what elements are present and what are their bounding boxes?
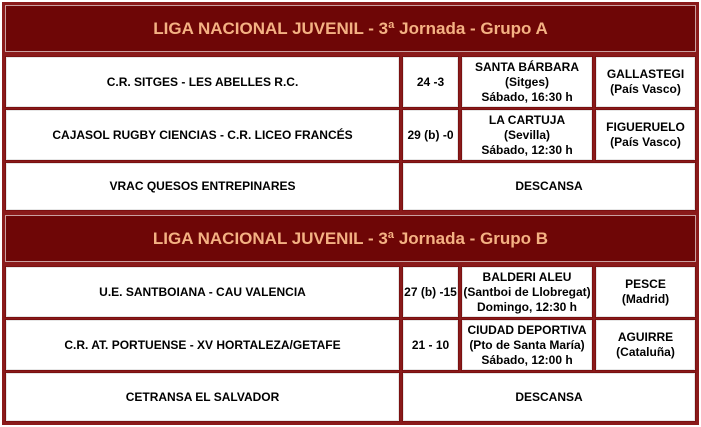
venue-name: SANTA BÁRBARA <box>475 59 579 74</box>
match-referee <box>595 266 696 318</box>
referee-name: PESCE <box>625 277 666 291</box>
match-time: Sábado, 12:00 h <box>481 352 573 367</box>
referee-region: (País Vasco) <box>610 135 681 149</box>
match-referee <box>595 56 696 108</box>
match-score: 24 -3 <box>402 56 459 108</box>
venue-city: (Pto de Santa María) <box>469 337 585 352</box>
referee-name: AGUIRRE <box>617 330 674 344</box>
resting-team: CETRANSA EL SALVADOR <box>5 372 400 422</box>
referee-region: (Cataluña) <box>616 345 675 359</box>
rest-label: DESCANSA <box>402 372 696 422</box>
match-referee <box>595 109 696 161</box>
match-teams: C.R. SITGES - LES ABELLES R.C. <box>5 56 400 108</box>
match-score: 27 (b) -15 <box>402 266 459 318</box>
rest-label: DESCANSA <box>402 162 696 211</box>
match-teams: CAJASOL RUGBY CIENCIAS - C.R. LICEO FRANCÉS <box>5 109 400 161</box>
match-time: Sábado, 16:30 h <box>481 89 573 104</box>
group-a-title: LIGA NACIONAL JUVENIL - 3ª Jornada - Grupo A <box>5 5 696 52</box>
venue-name: CIUDAD DEPORTIVA <box>467 322 587 337</box>
match-time: Sábado, 12:30 h <box>481 142 573 157</box>
match-venue <box>461 319 593 371</box>
venue-city: (Santboi de Llobregat) <box>463 284 591 299</box>
venue-city: (Sevilla) <box>503 127 551 142</box>
referee-name: FIGUERUELO <box>606 120 685 134</box>
match-venue <box>461 56 593 108</box>
match-venue <box>461 266 593 318</box>
resting-team: VRAC QUESOS ENTREPINARES <box>5 162 400 211</box>
match-referee <box>595 319 696 371</box>
match-score: 29 (b) -0 <box>402 109 459 161</box>
fixtures-table <box>2 2 699 425</box>
venue-city: (Sitges) <box>504 74 549 89</box>
match-teams: U.E. SANTBOIANA - CAU VALENCIA <box>5 266 400 318</box>
group-b-title: LIGA NACIONAL JUVENIL - 3ª Jornada - Grupo B <box>5 215 696 262</box>
referee-name: GALLASTEGI <box>606 67 685 81</box>
referee-region: (País Vasco) <box>610 82 681 96</box>
referee-region: (Madrid) <box>621 292 670 306</box>
match-venue <box>461 109 593 161</box>
venue-name: BALDERI ALEU <box>482 269 572 284</box>
match-score: 21 - 10 <box>402 319 459 371</box>
venue-name: LA CARTUJA <box>488 112 566 127</box>
match-teams: C.R. AT. PORTUENSE - XV HORTALEZA/GETAFE <box>5 319 400 371</box>
match-time: Domingo, 12:30 h <box>476 299 577 314</box>
